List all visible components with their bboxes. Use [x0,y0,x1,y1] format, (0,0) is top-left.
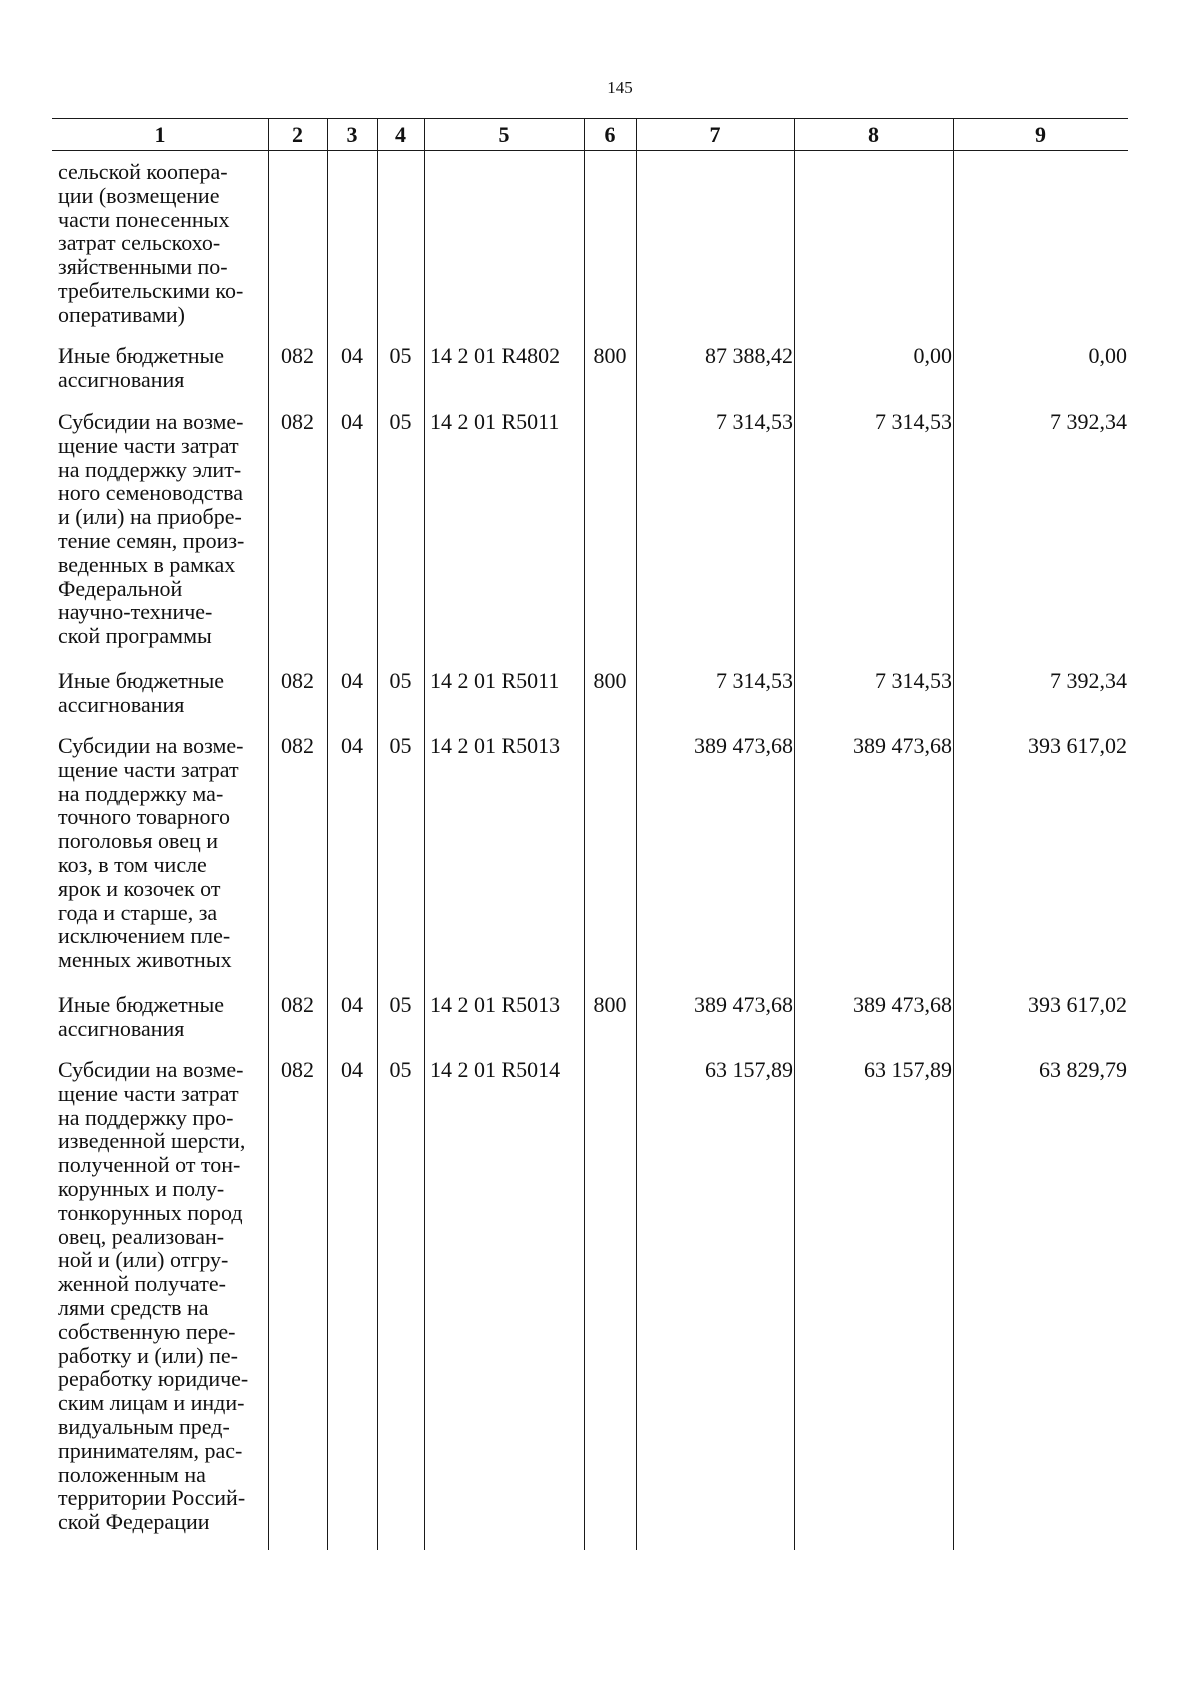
cell-col-2: 082 [281,733,314,758]
cell-col-3: 04 [341,409,363,434]
column-header: 4 [395,122,406,147]
column-header: 9 [1035,122,1046,147]
column-rule [424,118,425,1550]
column-header: 5 [498,122,510,147]
cell-col-9: 63 829,79 [1039,1057,1127,1082]
cell-col-9: 7 392,34 [1050,668,1127,693]
header-bottom-rule [52,150,1128,151]
column-rule [794,118,795,1550]
row-description: Иные бюджетные ассигнования [58,343,225,392]
page-number: 145 [607,78,633,97]
column-rule [953,118,954,1550]
table-header-row [52,118,1128,150]
column-header: 3 [346,122,358,147]
cell-col-5: 14 2 01 R4802 [430,343,561,368]
cell-col-7: 7 314,53 [716,409,793,434]
column-rule [584,118,585,1550]
cell-col-7: 389 473,68 [694,992,793,1017]
cell-col-4: 05 [389,733,412,758]
cell-col-7: 63 157,89 [705,1057,793,1082]
cell-col-4: 05 [389,343,412,368]
cell-col-8: 389 473,68 [853,733,952,758]
column-header: 7 [709,122,721,147]
cell-col-6: 800 [593,992,627,1017]
cell-col-3: 04 [341,992,363,1017]
cell-col-9: 393 617,02 [1028,992,1127,1017]
cell-col-3: 04 [341,1057,363,1082]
row-description: Иные бюджетные ассигнования [58,992,225,1041]
cell-col-3: 04 [341,733,363,758]
cell-col-9: 7 392,34 [1050,409,1127,434]
cell-col-7: 389 473,68 [694,733,793,758]
row-description: Субсидии на возме- щение части затрат на поддержку ма- точного товарного поголовья овец и коз, в том числе ярок и козочек от года и старше, за исключением пле- менных животных [58,733,244,973]
cell-col-5: 14 2 01 R5013 [430,992,561,1017]
cell-col-2: 082 [281,1057,314,1082]
column-rule [327,118,328,1550]
cell-col-4: 05 [389,1057,412,1082]
cell-col-9: 393 617,02 [1028,733,1127,758]
cell-col-8: 389 473,68 [853,992,952,1017]
cell-col-6: 800 [593,668,627,693]
cell-col-4: 05 [389,992,412,1017]
cell-col-8: 0,00 [913,343,952,368]
cell-col-4: 05 [389,668,412,693]
cell-col-7: 7 314,53 [716,668,793,693]
cell-col-5: 14 2 01 R5011 [430,409,560,434]
cell-col-5: 14 2 01 R5014 [430,1057,561,1082]
row-description: сельской коопера- ции (возмещение части понесенных затрат сельскохо- зяйственными по- требительскими ко- оперативами) [58,159,244,327]
cell-col-9: 0,00 [1088,343,1127,368]
cell-col-3: 04 [341,668,363,693]
cell-col-3: 04 [341,343,363,368]
column-header: 1 [154,122,166,147]
column-header: 8 [868,122,879,147]
column-rule [268,118,269,1550]
cell-col-8: 7 314,53 [875,409,952,434]
cell-col-2: 082 [281,343,314,368]
cell-col-2: 082 [281,992,314,1017]
column-header: 6 [604,122,616,147]
cell-col-2: 082 [281,409,314,434]
cell-col-8: 7 314,53 [875,668,952,693]
column-header: 2 [292,122,303,147]
cell-col-4: 05 [389,409,412,434]
row-description: Иные бюджетные ассигнования [58,668,225,717]
cell-col-5: 14 2 01 R5011 [430,668,560,693]
cell-col-6: 800 [593,343,627,368]
row-description: Субсидии на возме- щение части затрат на поддержку элит- ного семеноводства и (или) на приобре- тение семян, произ- веденных в рамках Федеральной научно-техниче- ской программы [58,409,245,649]
budget-table [52,118,1128,1550]
column-rule [636,118,637,1550]
row-description: Субсидии на возме- щение части затрат на поддержку про- изведенной шерсти, полученной от тон- корунных и полу- тонкорунных пород овец, реализован- ной и (или) отгру- женной получате- лями средств на собственную пере- работку и (или) пе- реработку юридиче- ским лицам и инди- видуальным пред- принимателям, рас- положенным на территории Россий- ской Федерации [58,1057,249,1535]
cell-col-8: 63 157,89 [864,1057,952,1082]
cell-col-2: 082 [281,668,314,693]
column-rule [377,118,378,1550]
cell-col-5: 14 2 01 R5013 [430,733,561,758]
cell-col-7: 87 388,42 [705,343,793,368]
